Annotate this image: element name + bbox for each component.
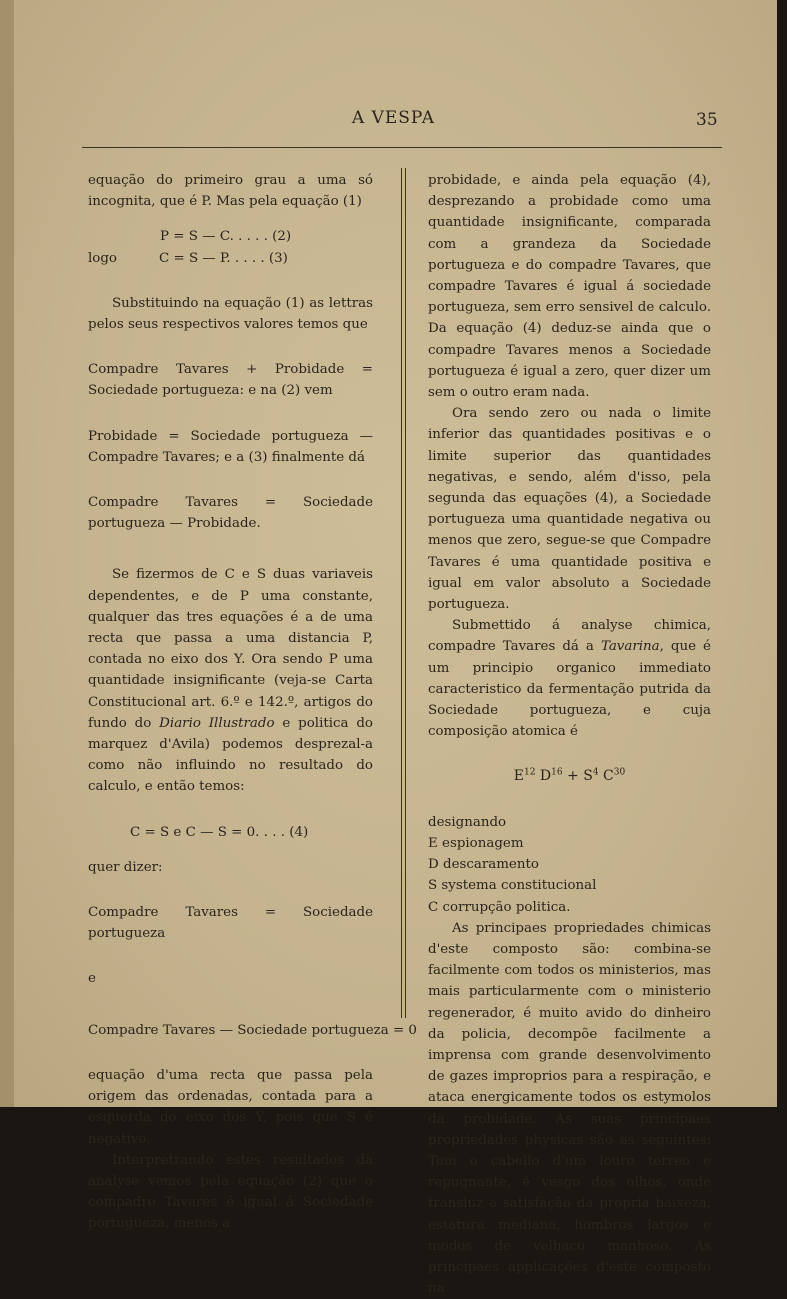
- left-paragraph-5: Compadre Tavares = Sociedade portugueza — Probidade.: [88, 495, 373, 532]
- left-column: [88, 170, 417, 1235]
- formula-c: C: [598, 768, 614, 785]
- equation-2: P = S — C. . . . . (2): [160, 229, 292, 245]
- page-left-edge: [0, 0, 14, 1107]
- running-header-title: A VESPA: [351, 108, 436, 128]
- equation-4: C = S e C — S = 0. . . . (4): [130, 824, 309, 840]
- left-paragraph-9: e: [88, 971, 96, 987]
- right-paragraph-3: [428, 615, 711, 742]
- tavarina-term: Tavarina: [600, 639, 660, 655]
- equation-3: C = S — P. . . . . (3): [158, 250, 288, 266]
- left-paragraph-6: [88, 564, 373, 797]
- page-number: 35: [696, 110, 718, 130]
- formula-s-index: 4: [592, 767, 599, 778]
- legend-item-e: E espionagem: [428, 835, 524, 851]
- right-paragraph-4: As principaes propriedades chimicas d'este composto são: combina-se facilmente com todos os ministerios, mas mais particularmente com o ministerio regenerador, é muito avido do dinheiro da policia, decompõe facilmente a imprensa com grande desenvolvimento de gazes improprios para a respiração, e ataca energicamente todos os estymolos da probidade. As suas principaes propriedades physicas são as seguintes: Tem o cabello d'um louro terreo e repugnante, é vesgo dos olhos, onde transluz a satisfação da propria baixeza, estatura mediana, hombros largos e modos de velhaco manhoso. As principaes applicações d'este composto na: [428, 920, 711, 1297]
- legend-item-c: C corrupção politica.: [428, 899, 571, 915]
- left-paragraph-2: Substituindo na equação (1) as lettras pelos seus respectivos valores temos que: [88, 295, 373, 333]
- column-divider-second-line: [405, 168, 407, 1018]
- left-paragraph-6-text-b: e politica do marquez d'Avila) podemos desprezal-a como não influindo no resultado do calculo, e então temos:: [88, 715, 373, 795]
- formula-d-index: 16: [551, 767, 563, 778]
- right-column: [428, 170, 711, 1299]
- header-rule: [82, 147, 722, 148]
- right-paragraph-3-text-b: , que é um principio organico immediato caracteristico da fermentação putrida da Sociedade portugueza, e cuja composição atomica é: [428, 639, 711, 740]
- formula-e-index: 12: [524, 767, 536, 778]
- left-paragraph-6-text-a: Se fizermos de C e S duas variaveis dependentes, e de P uma constante, qualquer das tres equações é a de uma recta que passa a uma distancia P, contada no eixo dos Y. Ora sendo P uma quantidade insignificante (veja-se Carta Constitucional art. 6.º e 142.º, artigos do fundo do: [88, 567, 373, 731]
- atomic-formula: [428, 766, 711, 787]
- legend-item-s: S systema constitucional: [428, 878, 597, 894]
- left-paragraph-1: equação do primeiro grau a uma só incognita, que é P. Mas pela equação (1): [88, 173, 373, 210]
- equation-3-line: [88, 248, 373, 269]
- designando-label: designando: [428, 814, 507, 830]
- right-paragraph-3-text-a: Submettido á analyse chimica, compadre Tavares dá a: [428, 618, 711, 655]
- page-right-edge: [777, 0, 787, 1107]
- left-paragraph-4: Probidade = Sociedade portugueza — Compadre Tavares; e a (3) finalmente dá: [88, 428, 373, 465]
- left-paragraph-11: equação d'uma recta que passa pela origem das ordenadas, contada para a esquerda do eixo dos Y, pois que S é negativo.: [88, 1067, 373, 1147]
- left-paragraph-12: Interpretrando estes resultados da analyse vemos pela equação (2) que o compadre Tavares é igual á Sociedade portugueza, menos a: [88, 1152, 373, 1232]
- formula-plus: +: [562, 768, 584, 785]
- left-paragraph-8: Compadre Tavares = Sociedade portugueza: [88, 905, 373, 942]
- formula-c-index: 30: [613, 767, 626, 778]
- left-paragraph-10: Compadre Tavares — Sociedade portugueza = 0: [88, 1022, 417, 1038]
- left-paragraph-3: Compadre Tavares + Probidade = Sociedade portugueza: e na (2) vem: [88, 362, 373, 399]
- column-divider: [401, 168, 403, 1018]
- right-paragraph-2: Ora sendo zero ou nada o limite inferior das quantidades positivas e o limite superior das quantidades negativas, e sendo, além d'isso, pela segunda das equações (4), a Sociedade portugueza uma quantidade negativa ou menos que zero, segue-se que Compadre Tavares é uma quantidade positiva e igual em valor absoluto a Sociedade portugueza.: [428, 406, 711, 613]
- formula-d: D: [535, 768, 552, 785]
- right-paragraph-1: probidade, e ainda pela equação (4), desprezando a probidade como uma quantidade insignificante, comparada com a grandeza da Sociedade portugueza e do compadre Tavares, que compadre Tavares é igual á sociedade portugueza, sem erro sensivel de calculo. Da equação (4) deduz-se ainda que o compadre Tavares menos a Sociedade portugueza é igual a zero, quer dizer um sem o outro eram nada.: [428, 173, 711, 401]
- formula-s: S: [583, 768, 593, 785]
- logo-label: logo: [88, 250, 117, 266]
- formula-e: E: [513, 768, 525, 785]
- diario-illustrado-title: Diario Illustrado: [159, 715, 275, 731]
- legend-item-d: D descaramento: [428, 857, 539, 873]
- left-paragraph-7: quer dizer:: [88, 859, 163, 875]
